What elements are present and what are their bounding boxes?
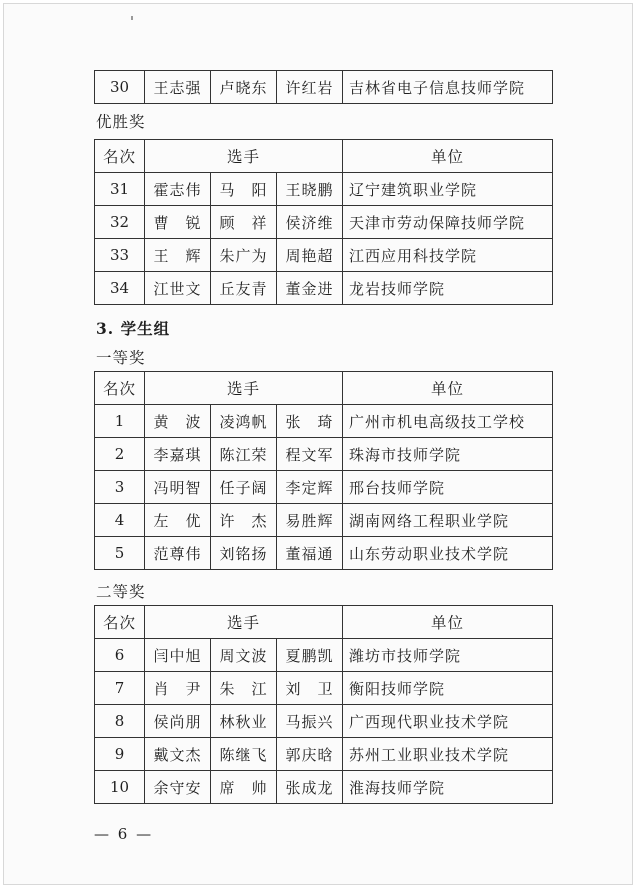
unit-cell: 苏州工业职业技术学院 [343, 738, 553, 771]
table-row [95, 771, 553, 804]
players-header: 选手 [145, 606, 343, 639]
players-header: 选手 [145, 372, 343, 405]
player-cell: 程文军 [277, 438, 343, 471]
unit-cell: 辽宁建筑职业学院 [343, 173, 553, 206]
players-header: 选手 [145, 140, 343, 173]
unit-cell: 江西应用科技学院 [343, 239, 553, 272]
unit-cell: 淮海技师学院 [343, 771, 553, 804]
player-cell: 朱广为 [211, 239, 277, 272]
table-row [95, 438, 553, 471]
player-cell: 马 阳 [211, 173, 277, 206]
rank-cell: 31 [95, 173, 145, 206]
youzheng-table [94, 139, 553, 305]
player-cell: 卢晓东 [211, 71, 277, 104]
rank-header: 名次 [95, 372, 145, 405]
table-row [95, 672, 553, 705]
rank-cell: 2 [95, 438, 145, 471]
first-prize-heading: 一等奖 [96, 349, 146, 367]
unit-cell: 天津市劳动保障技师学院 [343, 206, 553, 239]
player-cell: 余守安 [145, 771, 211, 804]
rank-header: 名次 [95, 606, 145, 639]
unit-cell: 邢台技师学院 [343, 471, 553, 504]
rank-cell: 6 [95, 639, 145, 672]
rank-cell: 33 [95, 239, 145, 272]
unit-cell: 衡阳技师学院 [343, 672, 553, 705]
unit-cell: 湖南网络工程职业学院 [343, 504, 553, 537]
player-cell: 刘 卫 [277, 672, 343, 705]
table-row [95, 537, 553, 570]
page-number: — 6 — [94, 825, 154, 843]
table-row [95, 471, 553, 504]
second-prize-heading: 二等奖 [96, 583, 146, 601]
rank-cell: 30 [95, 71, 145, 104]
player-cell: 周文波 [211, 639, 277, 672]
table-row [95, 173, 553, 206]
youzheng-heading: 优胜奖 [96, 113, 146, 131]
unit-header: 单位 [343, 372, 553, 405]
player-cell: 董金进 [277, 272, 343, 305]
player-cell: 顾 祥 [211, 206, 277, 239]
player-cell: 肖 尹 [145, 672, 211, 705]
unit-cell: 山东劳动职业技术学院 [343, 537, 553, 570]
rank-cell: 8 [95, 705, 145, 738]
player-cell: 李定辉 [277, 471, 343, 504]
player-cell: 丘友青 [211, 272, 277, 305]
table-row [95, 504, 553, 537]
first-prize-table [94, 371, 553, 570]
table-row [95, 738, 553, 771]
player-cell: 曹 锐 [145, 206, 211, 239]
unit-cell: 广西现代职业技术学院 [343, 705, 553, 738]
table-row [95, 206, 553, 239]
rank-cell: 3 [95, 471, 145, 504]
table-row [95, 272, 553, 305]
scan-mark [131, 16, 133, 20]
player-cell: 陈继飞 [211, 738, 277, 771]
table-row [95, 639, 553, 672]
player-cell: 刘铭扬 [211, 537, 277, 570]
player-cell: 任子阔 [211, 471, 277, 504]
unit-cell: 珠海市技师学院 [343, 438, 553, 471]
player-cell: 王晓鹏 [277, 173, 343, 206]
player-cell: 戴文杰 [145, 738, 211, 771]
table-continued [94, 70, 553, 104]
table-row [95, 705, 553, 738]
player-cell: 周艳超 [277, 239, 343, 272]
student-group-heading: 3. 学生组 [96, 319, 171, 338]
player-cell: 李嘉琪 [145, 438, 211, 471]
player-cell: 左 优 [145, 504, 211, 537]
player-cell: 许 杰 [211, 504, 277, 537]
second-prize-table [94, 605, 553, 804]
rank-cell: 4 [95, 504, 145, 537]
rank-cell: 9 [95, 738, 145, 771]
player-cell: 王 辉 [145, 239, 211, 272]
table-row [95, 71, 553, 104]
player-cell: 郭庆晗 [277, 738, 343, 771]
player-cell: 侯尚朋 [145, 705, 211, 738]
table-header-row [95, 372, 553, 405]
table-header-row [95, 606, 553, 639]
document-page [3, 3, 633, 885]
rank-header: 名次 [95, 140, 145, 173]
player-cell: 林秋业 [211, 705, 277, 738]
rank-cell: 34 [95, 272, 145, 305]
player-cell: 江世文 [145, 272, 211, 305]
player-cell: 张 琦 [277, 405, 343, 438]
player-cell: 范尊伟 [145, 537, 211, 570]
player-cell: 王志强 [145, 71, 211, 104]
player-cell: 侯济维 [277, 206, 343, 239]
player-cell: 张成龙 [277, 771, 343, 804]
table-row [95, 239, 553, 272]
player-cell: 席 帅 [211, 771, 277, 804]
player-cell: 朱 江 [211, 672, 277, 705]
unit-header: 单位 [343, 606, 553, 639]
unit-header: 单位 [343, 140, 553, 173]
rank-cell: 5 [95, 537, 145, 570]
player-cell: 黄 波 [145, 405, 211, 438]
table-header-row [95, 140, 553, 173]
player-cell: 冯明智 [145, 471, 211, 504]
player-cell: 易胜辉 [277, 504, 343, 537]
rank-cell: 1 [95, 405, 145, 438]
player-cell: 董福通 [277, 537, 343, 570]
player-cell: 夏鹏凯 [277, 639, 343, 672]
rank-cell: 32 [95, 206, 145, 239]
unit-cell: 吉林省电子信息技师学院 [343, 71, 553, 104]
unit-cell: 龙岩技师学院 [343, 272, 553, 305]
unit-cell: 潍坊市技师学院 [343, 639, 553, 672]
rank-cell: 10 [95, 771, 145, 804]
table-row [95, 405, 553, 438]
player-cell: 凌鸿帆 [211, 405, 277, 438]
rank-cell: 7 [95, 672, 145, 705]
unit-cell: 广州市机电高级技工学校 [343, 405, 553, 438]
player-cell: 霍志伟 [145, 173, 211, 206]
player-cell: 闫中旭 [145, 639, 211, 672]
player-cell: 陈江荣 [211, 438, 277, 471]
player-cell: 马振兴 [277, 705, 343, 738]
player-cell: 许红岩 [277, 71, 343, 104]
